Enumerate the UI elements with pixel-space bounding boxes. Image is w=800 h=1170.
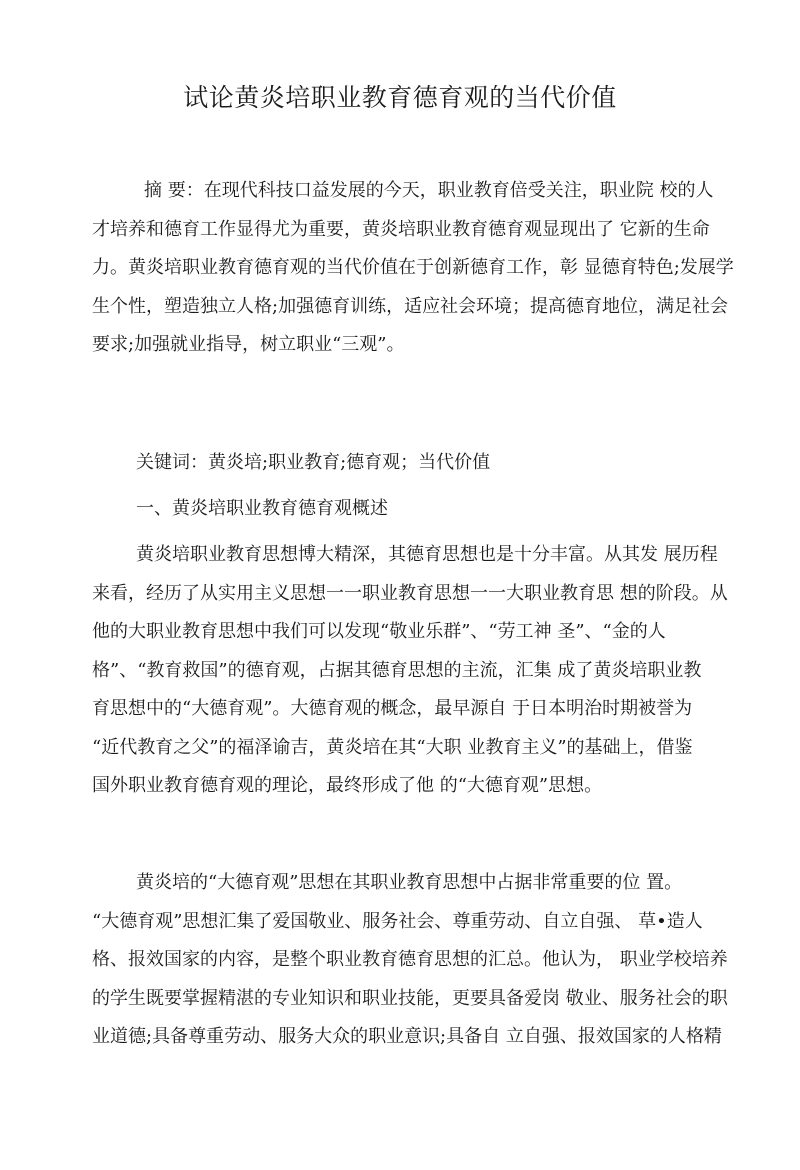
keywords-text: 关键词：黄炎培;职业教育;德育观；当代价值	[136, 452, 491, 473]
paragraph-line: 业道德;具备尊重劳动、服务大众的职业意识;具备自 立自强、报效国家的人格精	[92, 1026, 722, 1047]
document-title: 试论黄炎培职业教育德育观的当代价值	[183, 83, 617, 112]
paragraph-line: 黄炎培的“大德育观”思想在其职业教育思想中占据非常重要的位 置。	[136, 872, 683, 893]
body-paragraph-1	[92, 536, 728, 806]
abstract-line: 摘 要：在现代科技口益发展的今天，职业教育倍受关注，职业院 校的人	[144, 180, 714, 201]
abstract-line: 要求;加强就业指导，树立职业“三观”。	[92, 334, 405, 355]
abstract-line: 力。黄炎培职业教育德育观的当代价值在于创新德育工作，彰 显德育特色;发展学	[92, 257, 734, 278]
paragraph-line: 育思想中的“大德育观”。大德育观的概念，最早源自 于日本明治时期被誉为	[92, 698, 693, 719]
abstract-line: 才培养和德育工作显得尤为重要，黄炎培职业教育德育观显现出了 它新的生命	[92, 218, 710, 240]
abstract-paragraph	[92, 172, 734, 365]
paragraph-line: 他的大职业教育思想中我们可以发现“敬业乐群”、“劳工神 圣”、“金的人	[92, 621, 666, 642]
abstract-line: 生个性，塑造独立人格;加强德育训练，适应社会环境；提高德育地位，满足社会	[92, 295, 729, 317]
paragraph-line: 国外职业教育德育观的理论，最终形成了他 的“大德育观”思想。	[92, 775, 603, 796]
paragraph-line: 黄炎培职业教育思想博大精深，其德育思想也是十分丰富。从其发 展历程	[136, 544, 718, 565]
paragraph-line: 来看，经历了从实用主义思想一一职业教育思想一一大职业教育思 想的阶段。从	[92, 582, 728, 604]
body-paragraph-2	[92, 864, 728, 1057]
paragraph-line: “近代教育之父”的福泽谕吉，黄炎培在其“大职 业教育主义”的基础上，借鉴	[92, 736, 693, 758]
paragraph-line: 的学生既要掌握精湛的专业知识和职业技能，更要具备爱岗 敬业、服务社会的职	[92, 987, 728, 1009]
section-heading	[92, 490, 712, 529]
keywords-line	[92, 444, 712, 483]
paragraph-line: 格、报效国家的内容，是整个职业教育德育思想的汇总。他认为， 职业学校培养	[92, 949, 728, 970]
paragraph-line: 格”、“教育救国”的德育观，占据其德育思想的主流，汇集 成了黄炎培职业教	[92, 659, 702, 681]
section-heading-text: 一、黄炎培职业教育德育观概述	[136, 498, 388, 519]
paragraph-line: “大德育观”思想汇集了爱国敬业、服务社会、尊重劳动、自立自强、 草•造人	[92, 910, 703, 932]
